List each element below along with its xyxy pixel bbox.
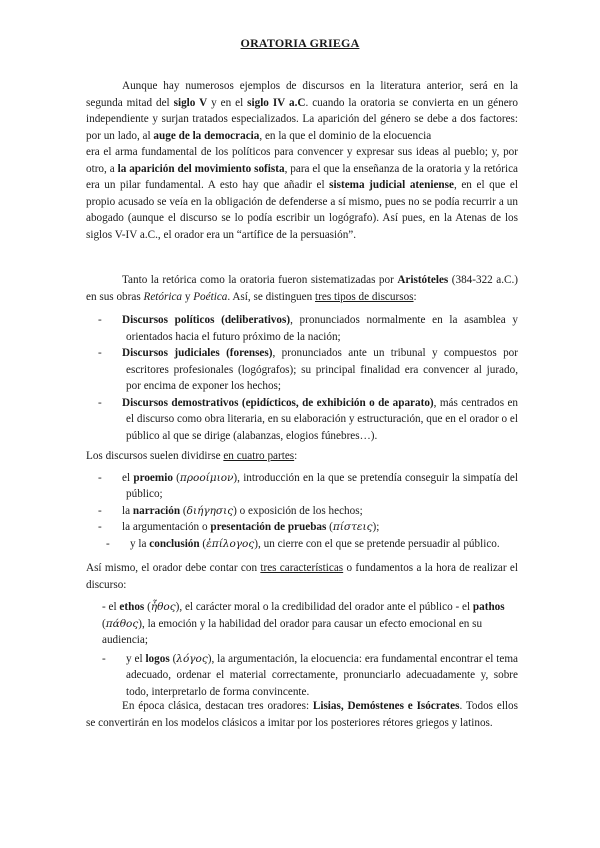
- list-text: y el: [126, 652, 146, 665]
- paragraph-aristoteles: [86, 272, 518, 305]
- list-item: - la argumentación o presentación de pruebas (πίστεις);: [98, 521, 380, 533]
- text-run: . Todos ellos se convertirán en los modelos clásicos a imitar por los posteriores rétores griegos y latinos.: [86, 700, 518, 729]
- text-run: y en el: [207, 96, 248, 109]
- greek-term: προοίμιον: [179, 471, 234, 484]
- list-dash: -: [102, 652, 106, 665]
- list-text: , la argumentación, la elocuencia: era fundamental encontrar el tema adecuado, ordenar el material correctamente, pronunciarlo adecuadamente y, sobre todo, interpretarlo de forma convincente.: [126, 652, 518, 698]
- list-text: y la: [130, 537, 150, 550]
- intro-paragraph: [86, 78, 518, 243]
- text-run: Así mismo, el orador debe contar con: [86, 562, 261, 574]
- bold-term: Discursos judiciales (forenses): [122, 347, 273, 359]
- bold-oradores: Lisias, Demóstenes e Isócrates: [312, 700, 460, 712]
- list-text: , pronunciados normalmente en la asamblea y orientados hacia el futuro próximo de la nación;: [126, 314, 518, 343]
- list-text: , un cierre con el que se pretende persuadir al público.: [258, 537, 500, 550]
- list-text: , el carácter moral o la credibilidad del orador ante el público - el: [179, 601, 473, 613]
- text-run: . cuando la oratoria se convierta en un género independiente y surjan tratados especializados. La aparición del género se debe a dos factores: por un lado, al: [86, 96, 519, 142]
- discourse-types-list: [86, 312, 518, 444]
- underline-tres-caracteristicas: tres características: [260, 562, 344, 574]
- parts-section: [86, 448, 518, 552]
- bold-auge-democracia: auge de la democracia: [153, 129, 260, 142]
- bold-logos: logos: [145, 652, 170, 665]
- list-text: , más centrados en el discurso como obra literaria, en su elaboración y estructuración, que en el orador o el público al que se dirige (alabanzas, elogios fúnebres…).: [126, 396, 519, 442]
- bold-movimiento-sofista: la aparición del movimiento sofista: [117, 162, 285, 175]
- italic-retorica: Retórica: [143, 290, 183, 303]
- greek-term: ἦθος: [150, 601, 176, 613]
- bold-pathos: pathos: [472, 601, 505, 613]
- list-text: el: [108, 601, 120, 613]
- text-run: Aunque hay numerosos ejemplos de discursos en la literatura anterior, será en la segunda mitad del: [86, 80, 518, 109]
- discourse-parts-list: [86, 470, 518, 553]
- traits-ethos-pathos: [86, 599, 518, 649]
- types-section: [86, 272, 518, 444]
- list-item: - la narración (διήγησις) o exposición de los hechos;: [98, 504, 363, 517]
- text-run: Tanto la retórica como la oratoria fueron sistematizadas por: [122, 274, 398, 286]
- list-text: la argumentación o: [122, 521, 211, 533]
- list-text: , pronunciados ante un tribunal y compuestos por escritores profesionales (logógrafos); su principal finalidad era convencer al jurado, por encima de exponer los hechos;: [126, 347, 518, 392]
- text-run: Los discursos suelen dividirse: [86, 450, 224, 462]
- paragraph-orators: [86, 698, 518, 731]
- bold-term: Discursos políticos (deliberativos): [122, 314, 291, 326]
- list-item: - Discursos demostrativos (epidícticos, de exhibición o de aparato), más centrados en el discurso como obra literaria, en su elaboración y estructuración, que en el orador o el público al que se dirige (alabanzas, elogios fúnebres…).: [98, 396, 519, 442]
- text-run: , en el que el propio acusado se veía en la obligación de defenderse a sí mismo, pues no se podía recurrir a un abogado (aunque el discurso se lo podía escribir un logógrafo). Así pues, en la Atenas de los siglos V-IV a.C., el orador era un “artífice de la persuasión”.: [86, 179, 518, 241]
- text-run: , en la que el dominio de la elocuencia: [259, 129, 432, 142]
- list-text: o exposición de los hechos;: [236, 504, 363, 517]
- greek-term: ἐπίλογος: [206, 537, 255, 550]
- greek-term: διήγησις: [186, 504, 234, 517]
- list-item: - el proemio (προοίμιον), introducción en la que se pretendía conseguir la simpatía del público;: [98, 471, 518, 500]
- bold-term: proemio: [133, 471, 173, 484]
- trait-logos: - y el logos (λόγος), la argumentación, la elocuencia: era fundamental encontrar el tema adecuado, ordenar el material correctamente, pronunciarlo adecuadamente y, sobre todo, interpretarlo de forma convincente.: [102, 652, 518, 698]
- list-item: - y la conclusión (ἐπίλογος), un cierre con el que se pretende persuadir al público.: [106, 537, 500, 550]
- bold-term: Discursos demostrativos (epidícticos, de exhibición o de aparato): [122, 396, 434, 409]
- list-text: , introducción en la que se pretendía conseguir la simpatía del público;: [126, 471, 518, 500]
- orators-section: [86, 698, 518, 731]
- text-run: , para el que la enseñanza de la oratoria y la retórica era un pilar fundamental. A esto hay que añadir el: [86, 162, 518, 191]
- bold-term: narración: [132, 504, 181, 517]
- text-run: (384-322 a.C.) en sus obras: [86, 274, 518, 303]
- text-run: En época clásica, destacan tres oradores:: [122, 700, 313, 712]
- text-run: era el arma fundamental de los políticos para convencer y expresar sus ideas al pueblo; y, por otro, a: [86, 146, 518, 175]
- bold-sistema-judicial: sistema judicial ateniense: [329, 179, 454, 191]
- bold-term: presentación de pruebas: [210, 521, 327, 533]
- underline-cuatro-partes: en cuatro partes: [223, 450, 295, 462]
- greek-term: πίστεις: [332, 521, 373, 533]
- bold-siglo-iv: siglo IV a.C: [247, 96, 306, 109]
- paragraph-parts: [86, 448, 518, 465]
- bold-term: conclusión: [149, 537, 200, 550]
- document-title: ORATORIA GRIEGA: [240, 36, 360, 50]
- list-text: , la emoción y la habilidad del orador para causar un efecto emocional en su audiencia;: [102, 617, 483, 646]
- paragraph-origins: [86, 78, 518, 144]
- text-run: o fundamentos a la hora de realizar el discurso:: [86, 562, 518, 591]
- bold-aristoteles: Aristóteles: [397, 274, 449, 286]
- greek-term: πάθος: [105, 617, 139, 630]
- traits-section: [86, 560, 518, 700]
- underline-tres-tipos: tres tipos de discursos: [315, 290, 414, 303]
- paragraph-traits: [86, 560, 518, 593]
- list-text: ;: [376, 521, 380, 533]
- list-text: la: [122, 504, 133, 517]
- text-run: . Así, se distinguen: [227, 290, 316, 303]
- list-item: - Discursos políticos (deliberativos), pronunciados normalmente en la asamblea y orientados hacia el futuro próximo de la nación;: [98, 314, 518, 343]
- greek-term: λόγος: [176, 652, 208, 665]
- text-run: :: [413, 290, 417, 303]
- text-run: y: [182, 290, 194, 303]
- list-item: - Discursos judiciales (forenses), pronunciados ante un tribunal y compuestos por escritores profesionales (logógrafos); su principal finalidad era convencer al jurado, por encima de exponer los hechos;: [98, 347, 518, 392]
- text-run: :: [294, 450, 298, 462]
- bold-siglo-v: siglo V: [173, 96, 208, 109]
- paragraph-origins-continued: [86, 144, 518, 243]
- trait-lines: - el ethos (ἦθος), el carácter moral o la credibilidad del orador ante el público - el pathos (πάθος), la emoción y la habilidad del orador para causar un efecto emocional en su audiencia;: [102, 601, 505, 646]
- list-text: el: [122, 471, 134, 484]
- list-dash: -: [102, 601, 106, 613]
- italic-poetica: Poética: [193, 290, 228, 303]
- bold-ethos: ethos: [119, 601, 145, 613]
